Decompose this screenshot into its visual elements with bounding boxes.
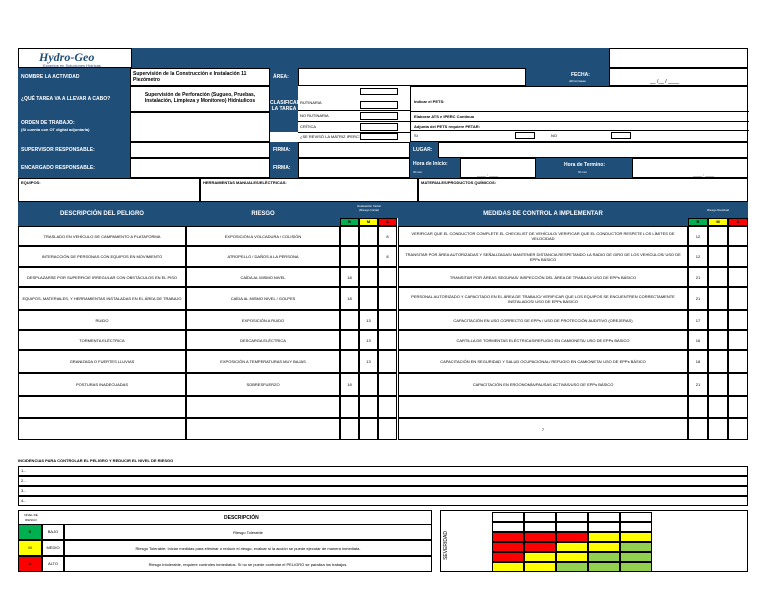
start-field[interactable]: ____ : ____ — [460, 158, 536, 178]
incidents-label: INCIDENCIAS PARA CONTROLAR EL PELIGRO Y REDUCIR EL NIVEL DE RIESGO — [18, 458, 174, 463]
col-eval — [340, 202, 398, 218]
opt-iperc: ¿SE REVISÓ LA MATRIZ IPERC? — [300, 134, 362, 139]
residual-cell[interactable] — [728, 267, 748, 287]
matrix-cell — [588, 512, 620, 522]
matrix-cell — [492, 562, 524, 572]
residual-cell[interactable] — [708, 267, 728, 287]
residual-cell[interactable]: 21 — [688, 287, 708, 310]
residual-cell[interactable]: 17 — [688, 310, 708, 330]
date-label: FECHA: — [571, 72, 590, 78]
eval-cell[interactable]: 8 — [378, 246, 397, 267]
eval-level-M: M — [359, 218, 378, 226]
eval-cell[interactable] — [359, 396, 378, 418]
matrix-cell — [556, 542, 588, 552]
eval-cell[interactable] — [378, 373, 397, 396]
classify-label: CLASIFICAR LA TAREA — [270, 86, 298, 132]
order-sub: (Si cuenta con OT digital adjuntarla) — [21, 127, 90, 132]
residual-level-M: M — [708, 218, 728, 226]
ats-label: Elaborar ATS e IPERC Continuo — [414, 114, 475, 119]
area-label: ÁREA: — [270, 68, 298, 86]
supervisor-field[interactable] — [130, 142, 270, 158]
order-label: ORDEN DE TRABAJO: — [21, 120, 75, 126]
col-residual: Riesgo Residual — [688, 202, 748, 218]
sign2-label: FIRMA: — [270, 158, 298, 178]
divider — [411, 121, 749, 122]
matrix-cell — [492, 552, 524, 562]
measure-cell: PERSONAL AUTORIZADO Y CAPACITADO EN EL ÁREA DE TRABAJO/ VERIFICAR QUE LOS EQUIPOS SE ENCUENTREN CORRECTAMENTE INSTALADOS/ USO DE EPPs BÁSICO — [398, 287, 688, 310]
risk-cell: EXPOSICIÓN A TEMPERATURAS MUY BAJAS — [186, 350, 340, 373]
start-header — [410, 158, 460, 178]
matrix-cell — [588, 532, 620, 542]
residual-cell[interactable] — [708, 350, 728, 373]
eval-cell[interactable]: 13 — [359, 310, 378, 330]
eval-level-A: A — [378, 218, 397, 226]
risk-cell: ATROPELLO / DAÑOS A LA PERSONA — [186, 246, 340, 267]
residual-cell[interactable]: 21 — [688, 373, 708, 396]
activity-value: Supervisión de la Construcción e Instalación 11 Piezómetro — [130, 68, 270, 86]
opt-critical: CRÍTICA — [300, 124, 316, 129]
hazard-cell: EQUIPOS, MATERIALES, Y HERRAMIENTAS INSTALADAS EN EL ÁREA DE TRABAJO — [18, 287, 186, 310]
desc-label: DESCRIPCIÓN — [224, 515, 259, 521]
date-header — [526, 68, 609, 86]
matrix-cell — [556, 562, 588, 572]
matrix-cell — [588, 562, 620, 572]
sign-field[interactable] — [298, 142, 410, 158]
eval-cell[interactable]: 18 — [340, 287, 359, 310]
measure-cell — [398, 396, 688, 418]
task-value: Supervisión de Perforación (Sugueo, Pruebas, Instalación, Limpieza y Monitoreo) Hidráulicos — [130, 86, 270, 112]
residual-cell[interactable] — [708, 418, 728, 440]
measure-cell: CAPACITACIÓN EN SEGURIDAD Y SALUD OCUPACIONAL/ REFUGIO EN CAMIONETA/ USO DE EPPs BÁSICO — [398, 350, 688, 373]
logo-tagline: Expertos en Soluciones Hídricas — [43, 63, 101, 68]
residual-cell[interactable] — [728, 350, 748, 373]
legend-level-code: M — [18, 540, 42, 556]
legend-level-desc: Riesgo Intolerable, requiere controles inmediatos. Si no se puede controlar el PELIGRO se paraliza los trabajos. — [64, 556, 432, 572]
residual-cell[interactable] — [728, 310, 748, 330]
hazard-cell: INTERACCIÓN DE PERSONAS CON EQUIPOS EN MOVIMIENTO — [18, 246, 186, 267]
residual-cell[interactable] — [708, 310, 728, 330]
legend-level-code: B — [18, 524, 42, 540]
matrix-cell — [492, 532, 524, 542]
hazard-cell — [18, 396, 186, 418]
tools-label: HERRAMIENTAS MANUALES/ELÉCTRICAS: — [203, 180, 287, 185]
eval-level-B: B — [340, 218, 359, 226]
residual-cell[interactable] — [728, 287, 748, 310]
end-field[interactable]: ____ : ____ — [632, 158, 748, 178]
matrix-cell — [556, 522, 588, 532]
legend-level-name: BAJO — [42, 524, 64, 540]
risk-cell: EXPOSICIÓN A VOLCADURA / COLISIÓN — [186, 226, 340, 246]
col-measures: MEDIDAS DE CONTROL A IMPLEMENTAR — [398, 202, 688, 226]
matrix-cell — [524, 552, 556, 562]
eval-cell[interactable] — [340, 396, 359, 418]
legend-level-name: MEDIO — [42, 540, 64, 556]
matrix-cell — [524, 562, 556, 572]
eval-cell[interactable] — [359, 267, 378, 287]
matrix-cell — [620, 542, 652, 552]
iperc-checkbox[interactable] — [360, 133, 398, 140]
materials-label: MATERIALES/PRODUCTOS QUÍMICOS: — [421, 180, 496, 185]
eval-cell[interactable] — [359, 287, 378, 310]
opt-routine: RUTINARIA — [300, 100, 322, 105]
col-risk: RIESGO — [186, 202, 340, 226]
end-format: hh:mm — [578, 170, 588, 174]
matrix-cell — [588, 542, 620, 552]
eval-cell[interactable] — [340, 226, 359, 246]
place-field[interactable] — [438, 142, 748, 158]
matrix-cell — [588, 522, 620, 532]
area-field[interactable] — [298, 68, 526, 86]
matrix-cell — [588, 552, 620, 562]
eval-cell[interactable]: 13 — [359, 350, 378, 373]
measure-cell: CAPACITACIÓN EN USO CORRECTO DE EPPs / USO DE PROTECCIÓN AUDITIVO (OREJERAS) — [398, 310, 688, 330]
severity-label: SEVERIDAD — [443, 531, 449, 560]
supervisor-label: SUPERVISOR RESPONSABLE: — [18, 142, 130, 158]
matrix-cell — [524, 522, 556, 532]
manager-label: ENCARGADO RESPONSABLE: — [18, 158, 130, 178]
residual-cell[interactable] — [688, 396, 708, 418]
eval-cell[interactable] — [378, 310, 397, 330]
order-field[interactable] — [130, 112, 270, 142]
hazard-cell: TORMENTA ELÉCTRICA — [18, 330, 186, 350]
residual-cell[interactable]: 12 — [688, 246, 708, 267]
classify-top-checkbox[interactable] — [360, 88, 398, 95]
risk-cell: CAÍDA AL MISMO NIVEL / GOLPES — [186, 287, 340, 310]
matrix-cell — [524, 512, 556, 522]
task-label: ¿QUÉ TAREA VA A LLEVAR A CABO? — [18, 86, 130, 112]
matrix-cell — [620, 552, 652, 562]
matrix-cell — [492, 512, 524, 522]
eval-cell[interactable] — [359, 246, 378, 267]
date-format: dd/mm/aaaa — [569, 79, 586, 83]
residual-cell[interactable] — [708, 396, 728, 418]
end-header — [536, 158, 632, 178]
critical-checkbox[interactable] — [360, 123, 398, 131]
hazard-cell: TRASLADO EN VEHÍCULO DE CAMPAMENTO A PLATAFORMA — [18, 226, 186, 246]
end-label: Hora de Termino: — [564, 162, 606, 168]
residual-cell[interactable] — [708, 330, 728, 350]
legend-level-desc: Riesgo Tolerable: Iniciar medidas para eliminar o reducir el riesgo, evaluar si la acción se puede ejecutar de manera inmediata. — [64, 540, 432, 556]
risk-cell: CAÍDA AL MISMO NIVEL — [186, 267, 340, 287]
eval-title: Evaluación Inicial — [357, 204, 381, 208]
matrix-cell — [620, 512, 652, 522]
start-label: Hora de Inicio: — [413, 161, 448, 167]
hazard-cell — [18, 418, 186, 440]
divider — [411, 111, 749, 112]
legend-level-desc: Riesgo Tolerable — [64, 524, 432, 540]
matrix-cell — [620, 522, 652, 532]
no-checkbox[interactable] — [611, 132, 631, 139]
residual-cell[interactable] — [728, 226, 748, 246]
yes-checkbox[interactable] — [515, 132, 535, 139]
risk-cell: SOBRESFUERZO — [186, 373, 340, 396]
matrix-cell — [492, 542, 524, 552]
eval-cell[interactable] — [378, 350, 397, 373]
residual-cell[interactable] — [708, 287, 728, 310]
eval-cell[interactable] — [340, 418, 359, 440]
pets-indicator-label: Indicar el PETS: — [414, 99, 445, 104]
matrix-cell — [492, 522, 524, 532]
incident-row[interactable]: 1.- — [18, 466, 748, 476]
risk-cell: EXPOSICIÓN A RUIDO — [186, 310, 340, 330]
eval-cell[interactable] — [378, 287, 397, 310]
equip-label: EQUIPOS: — [21, 180, 41, 185]
divider — [298, 110, 410, 111]
eval-cell[interactable] — [359, 226, 378, 246]
logo-box — [18, 48, 132, 68]
residual-cell[interactable] — [708, 373, 728, 396]
hazard-cell: GRANIZADA O FUERTES LLUVIAS — [18, 350, 186, 373]
logo: Hydro-Geo — [39, 50, 95, 64]
residual-cell[interactable]: 21 — [688, 267, 708, 287]
residual-cell[interactable]: 18 — [688, 350, 708, 373]
residual-cell[interactable] — [728, 246, 748, 267]
measure-cell: VERIFICAR QUE EL CONDUCTOR COMPLETE EL CHECKLIST DE VEHÍCULO/ VERIFICAR QUE EL CONDUCTOR RESPETE LOS LÍMITES DE VELOCIDAD — [398, 226, 688, 246]
pets-box — [410, 86, 748, 142]
place-label: LUGAR: — [410, 142, 438, 158]
equipment-box[interactable] — [18, 178, 200, 202]
residual-cell[interactable] — [728, 396, 748, 418]
hazard-cell: POSTURAS INADECUADAS — [18, 373, 186, 396]
eval-cell[interactable]: 18 — [340, 373, 359, 396]
residual-level-A: A — [728, 218, 748, 226]
measure-cell: TRANSITAR POR ÁREAS SEGURAS/ INSPECCIÓN DEL ÁREA DE TRABAJO/ USO DE EPPs BÁSICO — [398, 267, 688, 287]
eval-cell[interactable] — [378, 396, 397, 418]
sign-label: FIRMA: — [270, 142, 298, 158]
eval-cell[interactable] — [378, 418, 397, 440]
nonroutine-checkbox[interactable] — [360, 112, 398, 120]
date-field[interactable]: __ /__ / ____ — [609, 68, 748, 86]
residual-cell[interactable] — [688, 418, 708, 440]
eval-sub: (Riesgo Inicial) — [359, 208, 379, 212]
manager-field[interactable] — [130, 158, 270, 178]
risk-cell — [186, 396, 340, 418]
eval-cell[interactable] — [378, 267, 397, 287]
residual-level-B: B — [688, 218, 708, 226]
petar-label: Adjunta del PETS requiere PETAR: — [414, 124, 480, 129]
residual-cell[interactable]: 16 — [688, 330, 708, 350]
activity-label: NOMBRE LA ACTIVIDAD — [18, 68, 130, 86]
residual-cell[interactable] — [728, 330, 748, 350]
eval-cell[interactable]: 8 — [378, 226, 397, 246]
banner-right — [609, 48, 748, 68]
materials-box[interactable] — [418, 178, 748, 202]
matrix-cell — [524, 532, 556, 542]
routine-checkbox[interactable] — [360, 101, 398, 109]
title-banner — [132, 48, 609, 68]
yes-label: SI — [414, 133, 418, 138]
legend-level-name: ALTO — [42, 556, 64, 572]
residual-cell[interactable]: 12 — [688, 226, 708, 246]
col-hazard: DESCRIPCIÓN DEL PELIGRO — [18, 202, 186, 226]
eval-cell[interactable] — [359, 418, 378, 440]
risk-cell — [186, 418, 340, 440]
measure-cell: CARTILLA DE TORMENTAS ELÉCTRICAS/REFUGIO EN CAMIONETA/ USO DE EPPs BÁSICO — [398, 330, 688, 350]
measure-cell: 7 — [398, 418, 688, 440]
residual-cell[interactable] — [728, 373, 748, 396]
eval-cell[interactable]: 18 — [340, 267, 359, 287]
matrix-cell — [556, 552, 588, 562]
no-label: NO — [551, 133, 557, 138]
sign2-field[interactable] — [298, 158, 410, 178]
level-label: NIVEL DE RIESGO — [24, 513, 38, 522]
tools-box[interactable] — [200, 178, 418, 202]
legend-level-code: A — [18, 556, 42, 572]
risk-cell: DESCARGA ELÉCTRICA — [186, 330, 340, 350]
opt-nonroutine: NO RUTINARIA — [300, 113, 329, 118]
eval-cell[interactable] — [340, 330, 359, 350]
residual-cell[interactable] — [708, 246, 728, 267]
eval-cell[interactable]: 13 — [359, 330, 378, 350]
incident-row[interactable]: 3.- — [18, 486, 748, 496]
eval-cell[interactable] — [340, 310, 359, 330]
order-header — [18, 112, 130, 142]
eval-cell[interactable] — [359, 373, 378, 396]
incident-row[interactable]: 4.- — [18, 496, 748, 506]
measure-cell: TRANSITAR POR ÁREA AUTORIZADAS Y SEÑALIZADAS/ MANTENER DISTANCIA RESPETANDO LA RADIO DE GIRO DE LOS VEHÍCULOS/ USO DE EPPs BÁSICO — [398, 246, 688, 267]
matrix-cell — [556, 532, 588, 542]
matrix-cell — [620, 532, 652, 542]
matrix-cell — [620, 562, 652, 572]
start-format: hh:mm — [413, 170, 423, 174]
matrix-cell — [524, 542, 556, 552]
eval-cell[interactable] — [340, 246, 359, 267]
divider — [411, 130, 749, 131]
hazard-cell: RUIDO — [18, 310, 186, 330]
incident-row[interactable]: 2.- — [18, 476, 748, 486]
measure-cell: CAPACITACIÓN EN ERGONOMÍA/PAUSAS ACTIVAS/USO DE EPPs BÁSICO — [398, 373, 688, 396]
hazard-cell: DESPLAZARSE POR SUPERFICIE IRREGULAR CON OBSTÁCULOS EN EL PISO — [18, 267, 186, 287]
eval-cell[interactable] — [378, 330, 397, 350]
eval-cell[interactable] — [340, 350, 359, 373]
residual-cell[interactable] — [708, 226, 728, 246]
matrix-cell — [556, 512, 588, 522]
residual-cell[interactable] — [728, 418, 748, 440]
divider — [298, 121, 410, 122]
